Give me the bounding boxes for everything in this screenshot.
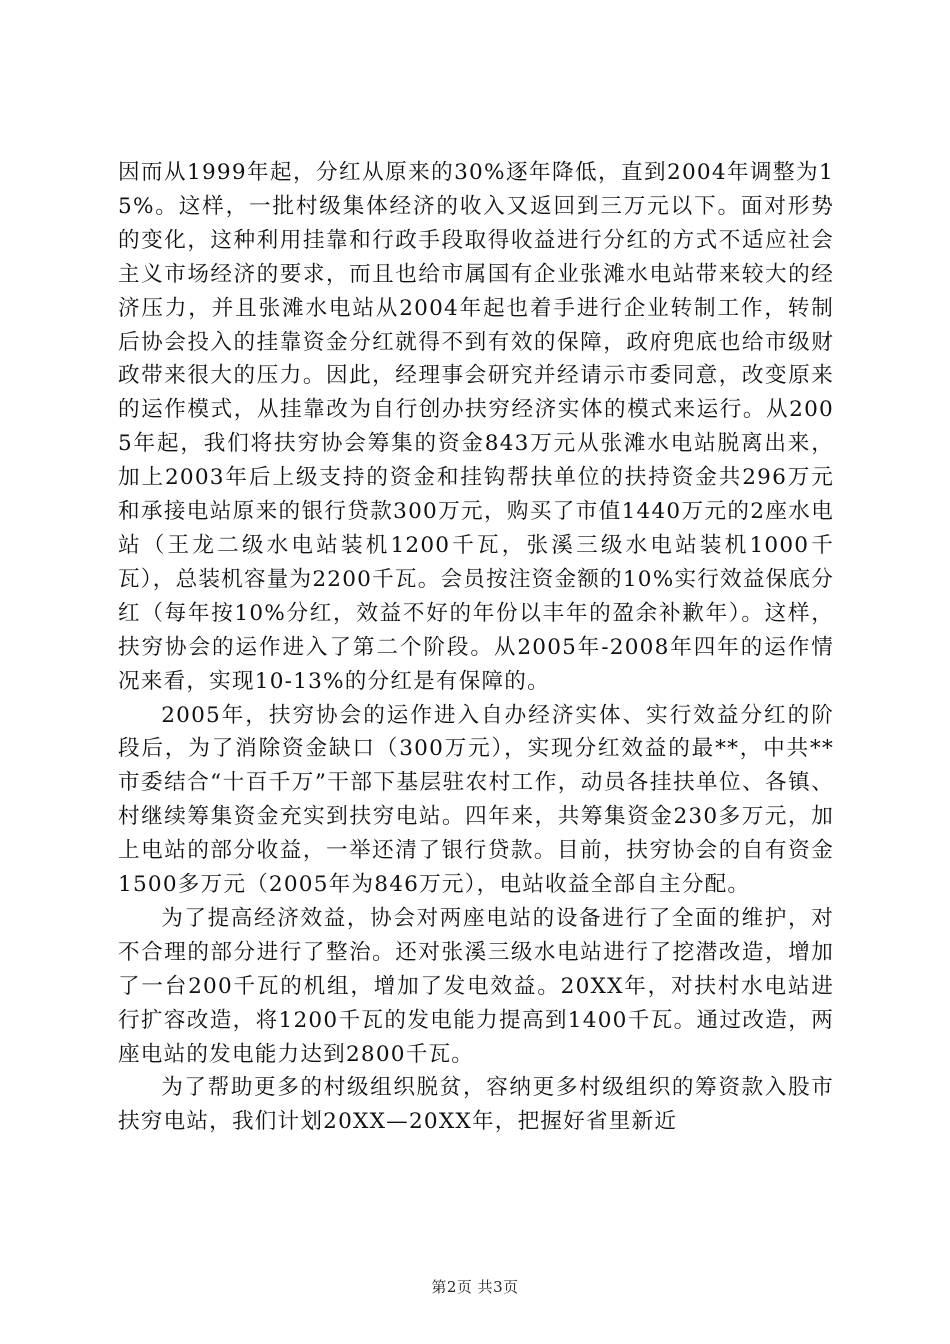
page-number-footer: 第2页 共3页 [431, 1278, 519, 1296]
document-body [118, 156, 834, 1139]
paragraph-4: 为了帮助更多的村级组织脱贫，容纳更多村级组织的筹资款入股市扶穷电站，我们计划20XX—20XX年，把握好省里新近 [118, 1075, 834, 1135]
paragraph-1: 因而从1999年起，分红从原来的30%逐年降低，直到2004年调整为15%。这样，一批村级集体经济的收入又返回到三万元以下。面对形势的变化，这种利用挂靠和行政手段取得收益进行分红的方式不适应社会主义市场经济的要求，而且也给市属国有企业张滩水电站带来较大的经济压力，并且张滩水电站从2004年起也着手进行企业转制工作，转制后协会投入的挂靠资金分红就得不到有效的保障，政府兜底也给市级财政带来很大的压力。因此，经理事会研究并经请示市委同意，改变原来的运作模式，从挂靠改为自行创办扶穷经济实体的模式来运行。从2005年起，我们将扶穷协会筹集的资金843万元从张滩水电站脱离出来，加上2003年后上级支持的资金和挂钩帮扶单位的扶持资金共296万元和承接电站原来的银行贷款300万元，购买了市值1440万元的2座水电站（王龙二级水电站装机1200千瓦，张溪三级水电站装机1000千瓦），总装机容量为2200千瓦。会员按注资金额的10%实行效益保底分红（每年按10%分红，效益不好的年份以丰年的盈余补歉年）。这样，扶穷协会的运作进入了第二个阶段。从2005年-2008年四年的运作情况来看，实现10-13%的分红是有保障的。 [118, 160, 834, 694]
paragraph-2: 2005年，扶穷协会的运作进入自办经济实体、实行效益分红的阶段后，为了消除资金缺口（300万元），实现分红效益的最**，中共**市委结合“十百千万”干部下基层驻农村工作，动员各挂扶单位、各镇、村继续筹集资金充实到扶穷电站。四年来，共筹集资金230多万元，加上电站的部分收益，一举还清了银行贷款。目前，扶穷协会的自有资金1500多万元（2005年为846万元），电站收益全部自主分配。 [118, 702, 834, 898]
paragraph-3: 为了提高经济效益，协会对两座电站的设备进行了全面的维护，对不合理的部分进行了整治。还对张溪三级水电站进行了挖潜改造，增加了一台200千瓦的机组，增加了发电效益。20XX年，对扶村水电站进行扩容改造，将1200千瓦的发电能力提高到1400千瓦。通过改造，两座电站的发电能力达到2800千瓦。 [118, 905, 834, 1067]
